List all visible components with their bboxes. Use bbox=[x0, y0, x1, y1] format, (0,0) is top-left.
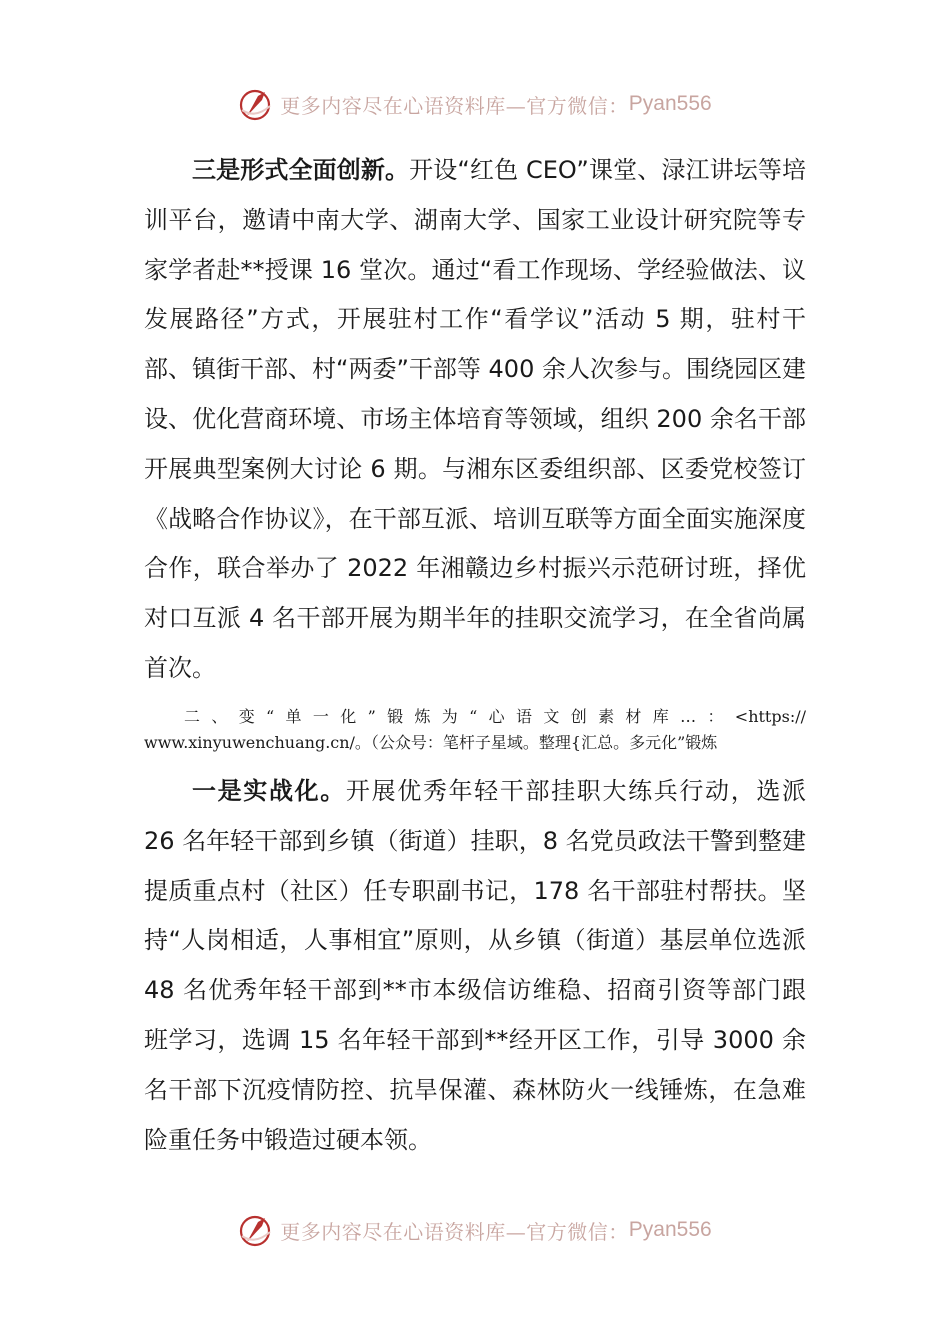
banner-wechat-id: Pyan556 bbox=[628, 92, 712, 115]
paragraph-practical-training bbox=[144, 767, 806, 1165]
section-heading-line: www.xinyuwenchuang.cn/。（公众号：笔杆子星域。整理{汇总。多元化”锻炼 bbox=[144, 733, 718, 752]
header-banner bbox=[0, 82, 950, 126]
paragraph-lead: 一是实战化。 bbox=[192, 777, 346, 805]
footer-banner bbox=[0, 1208, 950, 1252]
paragraph-form-innovation bbox=[144, 146, 806, 694]
paragraph-body: 开展优秀年轻干部挂职大练兵行动，选派 26 名年轻干部到乡镇（街道）挂职，8 名党员政法干警到整建提质重点村（社区）任专职副书记，178 名干部驻村帮扶。坚持“人岗相适，人事相宜”原则，从乡镇（街道）基层单位选派 48 名优秀年轻干部到**市本级信访维稳、招商引资等部门跟班学习，选调 15 名年轻干部到**经开区工作，引导 3000 余名干部下沉疫情防控、抗旱保灌、森林防火一线锤炼，在急难险重任务中锻造过硬本领。 bbox=[144, 777, 807, 1154]
banner-text: 更多内容尽在心语资料库—官方微信： bbox=[280, 93, 629, 118]
paragraph-lead: 三是形式全面创新。 bbox=[192, 156, 410, 184]
section-heading-line: 二、变“单一化”锻炼为“心语文创素材库…：<https:// bbox=[184, 707, 806, 726]
banner-wechat-id: Pyan556 bbox=[628, 1218, 712, 1241]
paragraph-body: 开设“红色 CEO”课堂、渌江讲坛等培训平台，邀请中南大学、湖南大学、国家工业设计研究院等专家学者赴**授课 16 堂次。通过“看工作现场、学经验做法、议发展路径”方式，开展驻村工作“看学议”活动 5 期，驻村干部、镇街干部、村“两委”干部等 400 余人次参与。围绕园区建设、优化营商环境、市场主体培育等领域，组织 200 余名干部开展典型案例大讨论 6 期。与湘东区委组织部、区委党校签订《战略合作协议》，在干部互派、培训互联等方面全面实施深度合作，联合举办了 2022 年湘赣边乡村振兴示范研讨班，择优对口互派 4 名干部开展为期半年的挂职交流学习，在全省尚属首次。 bbox=[144, 156, 807, 682]
pen-nib-circle-logo-icon bbox=[238, 1212, 274, 1248]
section-heading bbox=[144, 704, 806, 756]
pen-nib-circle-logo-icon bbox=[238, 86, 274, 122]
banner-text: 更多内容尽在心语资料库—官方微信： bbox=[280, 1219, 629, 1244]
